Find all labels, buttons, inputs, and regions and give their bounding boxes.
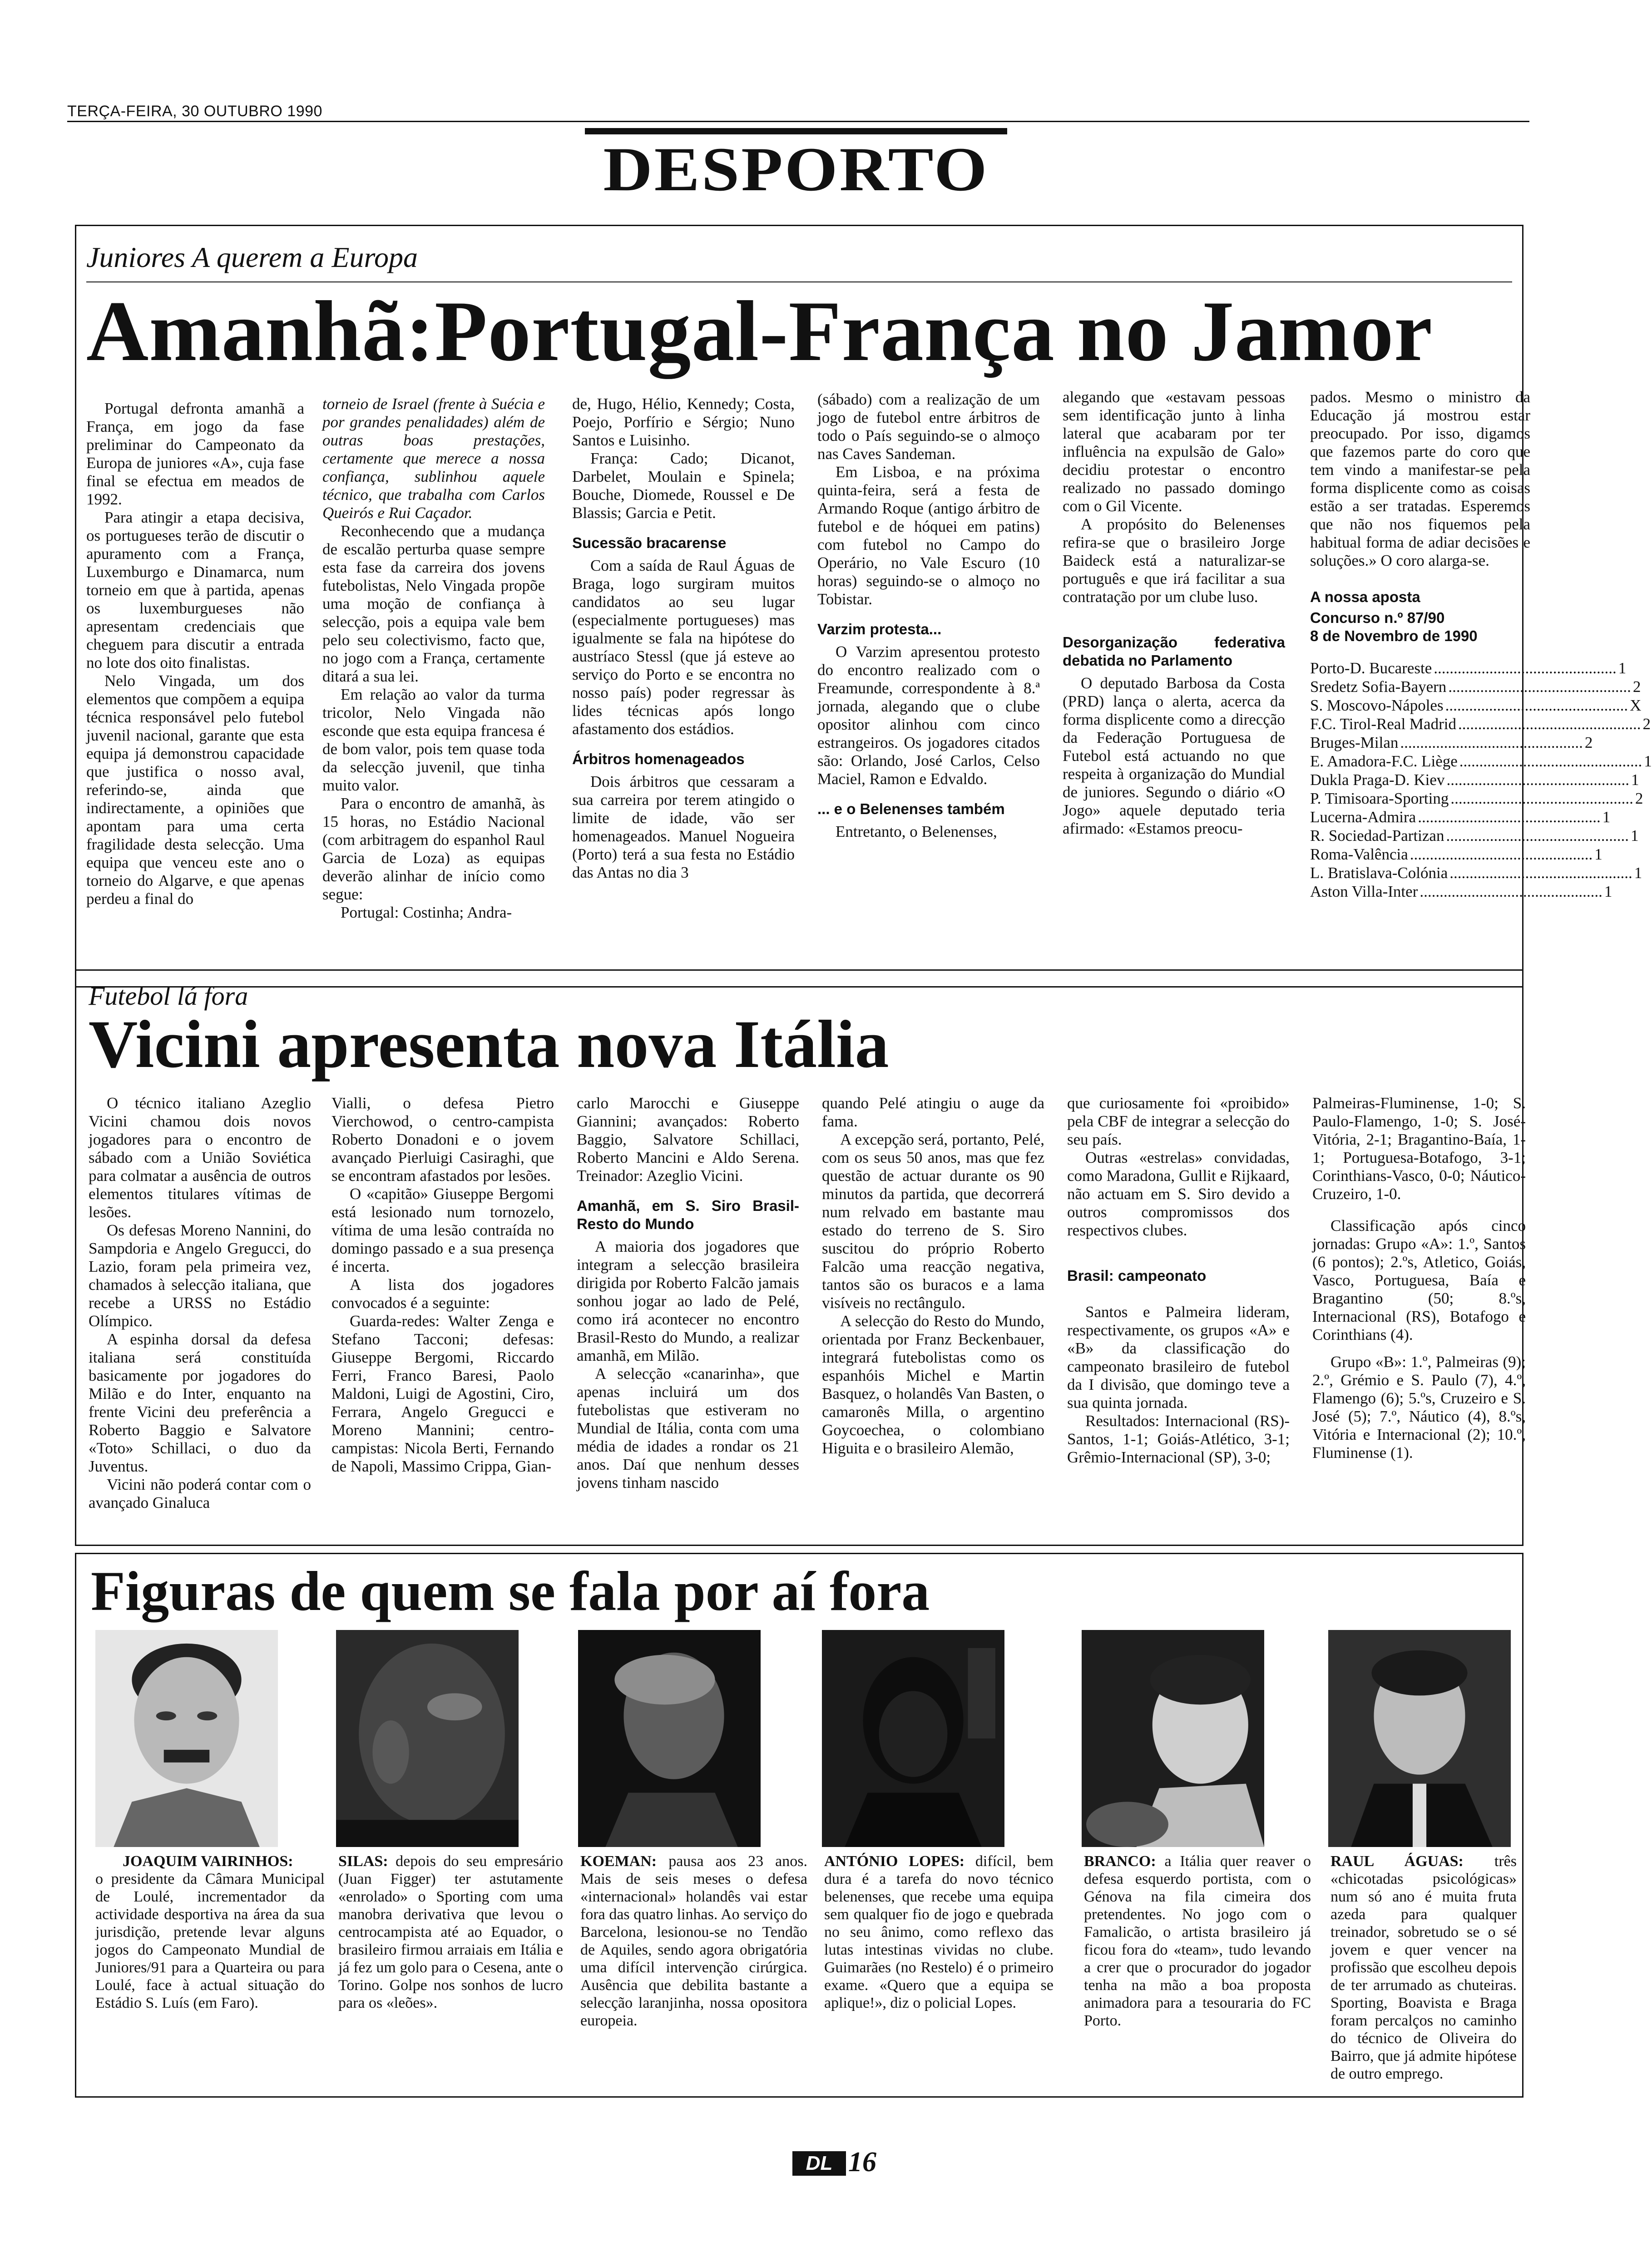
- article2-col1: [89, 1094, 311, 1512]
- totobola-row: [1310, 845, 1603, 864]
- caption-name: KOEMAN:: [580, 1853, 657, 1870]
- totobola-dots: ..............................................: [1450, 790, 1633, 807]
- article2-kicker: Futebol lá fora: [89, 981, 248, 1011]
- article2-col4: [822, 1094, 1044, 1457]
- totobola-dots: ..............................................: [1400, 734, 1583, 751]
- totobola-row: [1310, 826, 1639, 845]
- caption-text: depois do seu empresário (Juan Figger) ter astutamente «enrolado» o Sporting com uma manobra derivativa que levou o centrocampista até ao Equador, o brasileiro firmou arraiais em Itália e já fez um golo para o Cesena, ante o Torino. Golpe nos sonhos de lucro para os «leões».: [338, 1853, 563, 2011]
- photo-silas: [336, 1630, 519, 1847]
- paragraph: carlo Marocchi e Giuseppe Giannini; avançados: Roberto Baggio, Salvatore Schillaci, Roberto Mancini e Aldo Serena. Treinador: Azeglio Vicini.: [577, 1094, 799, 1185]
- paragraph: Guarda-redes: Walter Zenga e Stefano Tacconi; defesas: Giuseppe Bergomi, Riccardo Ferri, Franco Baresi, Paolo Maldoni, Luigi de Agostini, Ciro, Ferrara, Angelo Gregucci e Moreno Mannini; centro-campistas: Nicola Berti, Fernando de Napoli, Massimo Crippa, Gian-: [331, 1312, 554, 1475]
- header-rule: [67, 121, 1529, 122]
- photo-joaquim-vairinhos: [95, 1630, 278, 1847]
- paragraph: Resultados: Internacional (RS)-Santos, 1-1; Goiás-Atlético, 3-1; Grêmio-Internacional (SP), 3-0;: [1067, 1412, 1290, 1466]
- article1-kicker: Juniores A querem a Europa: [86, 241, 418, 273]
- caption-name: JOAQUIM VAIRINHOS:: [123, 1853, 293, 1870]
- caption-text: pausa aos 23 anos. Mais de seis meses o defesa «internacional» holandês vai estar fora das quatro linhas. Ao serviço do Barcelona, lesionou-se no Tendão de Aquiles, sendo agora obrigatória uma difícil intervenção cirúrgica. Ausência que debilita bastante a selecção laranjinha, nossa opositora europeia.: [580, 1853, 808, 2029]
- caption-text: três «chicotadas psicológicas» num só ano é muita fruta azeda para qualquer treinador, sobretudo se o sé jovem e quer vencer na profissão que escolheu depois de ter arrumado as chuteiras. Sporting, Boavista e Braga foram percalços no caminho do técnico de Oliveira do Bairro, que já admite hipótese de outro emprego.: [1331, 1853, 1517, 2082]
- totobola-row: [1310, 696, 1642, 715]
- paragraph: Santos e Palmeira lideram, respectivamente, os grupos «A» e «B» da classificação do campeonato brasileiro de futebol da I divisão, que domingo teve a sua quinta jornada.: [1067, 1303, 1290, 1412]
- totobola-row: [1310, 659, 1627, 677]
- totobola-pick: X: [1630, 696, 1642, 714]
- totobola-match: Dukla Praga-D. Kiev: [1310, 771, 1445, 789]
- caption-branco: [1084, 1852, 1311, 2030]
- totobola-row: [1310, 864, 1642, 882]
- totobola-row: [1310, 808, 1611, 826]
- caption-joaquim-vairinhos: [95, 1852, 325, 2012]
- paragraph: Os defesas Moreno Nannini, do Sampdoria e Angelo Gregucci, do Lazio, foram pela primeira vez, chamados à selecção italiana, que recebe a URSS no Estádio Olímpico.: [89, 1221, 311, 1330]
- article2-col2: [331, 1094, 554, 1476]
- totobola-match: F.C. Tirol-Real Madrid: [1310, 715, 1456, 733]
- paragraph: O técnico italiano Azeglio Vicini chamou dois novos jogadores para o encontro de sábado com a União Soviética para colmatar a ausência de outros elementos titulares vítimas de lesões.: [89, 1094, 311, 1221]
- totobola-row: [1310, 882, 1612, 901]
- photo-branco: [1082, 1630, 1264, 1847]
- article3-headline: Figuras de quem se fala por aí fora: [91, 1560, 930, 1622]
- totobola-dots: ..............................................: [1448, 678, 1631, 696]
- caption-silas: [338, 1852, 563, 2012]
- totobola-pick: 1: [1634, 864, 1642, 882]
- totobola-dots: ..............................................: [1410, 845, 1593, 863]
- subheading: Varzim protesta...: [817, 621, 942, 637]
- paragraph: que curiosamente foi «proibido» pela CBF de integrar a selecção do seu país.: [1067, 1094, 1290, 1148]
- totobola-row: [1310, 752, 1652, 770]
- article1-col5: [1063, 388, 1285, 838]
- totobola-dots: ..............................................: [1446, 771, 1629, 789]
- photo-koeman: [578, 1630, 761, 1847]
- totobola-dots: ..............................................: [1445, 696, 1628, 714]
- caption-raul-aguas: [1331, 1852, 1517, 2083]
- paragraph: Em relação ao valor da turma tricolor, Nelo Vingada não esconde que esta equipa francesa é de bom valor, pois tem quase toda da selecção juvenil, que tinha muito valor.: [322, 686, 545, 794]
- totobola-match: P. Timisoara-Sporting: [1310, 790, 1449, 807]
- subheading: Brasil: campeonato: [1067, 1267, 1207, 1284]
- totobola-pick: 2: [1584, 734, 1593, 751]
- article1-col4: [817, 390, 1040, 841]
- totobola-pick: 1: [1618, 659, 1627, 677]
- totobola-date: 8 de Novembro de 1990: [1310, 627, 1478, 644]
- totobola-match: Sredetz Sofia-Bayern: [1310, 678, 1447, 696]
- paragraph: Portugal defronta amanhã a França, em jogo da fase preliminar do Campeonato da Europa de juniores «A», cuja fase final se efectua em meados de 1992.: [86, 400, 304, 508]
- caption-name: ANTÓNIO LOPES:: [824, 1853, 965, 1870]
- article2-col5: [1067, 1094, 1290, 1467]
- article1-col3: [572, 395, 795, 882]
- totobola-match: Aston Villa-Inter: [1310, 883, 1418, 900]
- paragraph: (sábado) com a realização de um jogo de futebol entre árbitros de todo o País seguindo-se o almoço nas Caves Sandeman.: [817, 390, 1040, 463]
- totobola-match: Lucerna-Admira: [1310, 808, 1416, 826]
- totobola-dots: ..............................................: [1449, 864, 1632, 882]
- paragraph: A propósito do Belenenses refira-se que o brasileiro Jorge Baideck está a naturalizar-se português e que irá facilitar a sua contratação por um clube luso.: [1063, 515, 1285, 606]
- totobola-row: [1310, 770, 1639, 789]
- paragraph: de, Hugo, Hélio, Kennedy; Costa, Poejo, Porfírio e Sérgio; Nuno Santos e Luisinho.: [572, 395, 795, 449]
- article2-col6: [1312, 1094, 1526, 1462]
- totobola-match: Porto-D. Bucareste: [1310, 659, 1432, 677]
- totobola-row: [1310, 789, 1643, 808]
- totobola-dots: ..............................................: [1446, 827, 1629, 844]
- totobola-match: Bruges-Milan: [1310, 734, 1399, 751]
- totobola-title: A nossa aposta: [1310, 588, 1420, 605]
- totobola-match: S. Moscovo-Nápoles: [1310, 696, 1444, 714]
- totobola-pick: 1: [1644, 752, 1652, 770]
- paragraph: Para atingir a etapa decisiva, os portugueses terão de discutir o apuramento com a França, Luxemburgo e Dinamarca, num torneio em que à partida, apenas os luxemburgueses não apresentam credenciais que cheguem para discutir a entrada no lote dos oito finalistas.: [86, 509, 304, 672]
- paragraph: A selecção «canarinha», que apenas incluirá um dos futebolistas que estiveram no Mundial de Itália, conta com uma média de idades a rondar os 21 anos. Daí que nenhum desses jovens tinham nascido: [577, 1365, 799, 1491]
- article1-headline: Amanhã:Portugal-França no Jamor: [86, 284, 1433, 379]
- paragraph: A lista dos jogadores convocados é a seguinte:: [331, 1276, 554, 1312]
- totobola-dots: ..............................................: [1418, 808, 1601, 826]
- paragraph: A maioria dos jogadores que integram a selecção brasileira dirigida por Roberto Falcão jamais sonhou jogar ao lado de Pelé, como irá acontecer no encontro Brasil-Resto do Mundo, a realizar amanhã, em Milão.: [577, 1238, 799, 1364]
- photo-raul-aguas: [1328, 1630, 1511, 1847]
- caption-name: BRANCO:: [1084, 1853, 1156, 1870]
- caption-text: difícil, bem dura é a tarefa do novo técnico belenenses, que recebe uma equipa sem qualquer fio de jogo e quebrada no seu ânimo, como reflexo das lutas intestinas vividas no clube. Guimarães (no Restelo) é o primeiro exame. «Quero que a equipa se aplique!», diz o policial Lopes.: [824, 1853, 1054, 2011]
- paragraph: O Varzim apresentou protesto do encontro realizado com o Freamunde, correspondente à 8.ª jornada, alegando que o clube opositor alinhou com cinco estrangeiros. Os jogadores citados são: Orlando, José Carlos, Celso Maciel, Ramon e Edvaldo.: [817, 643, 1040, 788]
- paragraph: Nelo Vingada, um dos elementos que compõem a equipa técnica responsável pelo futebol juvenil nacional, garante que esta equipa já demonstrou capacidade que justifica o nosso aval, referindo-se, ainda que indirectamente, a opiniões que apontam para uma certa fragilidade desta selecção. Uma equipa que venceu este ano o torneio do Algarve, e que apenas perdeu a final do: [86, 672, 304, 908]
- totobola-pick: 1: [1604, 883, 1612, 900]
- subheading: ... e o Belenenses também: [817, 800, 1005, 817]
- caption-name: SILAS:: [338, 1853, 388, 1870]
- totobola-dots: ..............................................: [1420, 883, 1603, 900]
- totobola-pick: 1: [1602, 808, 1611, 826]
- section-top-rule: [585, 128, 1007, 134]
- paragraph: Com a saída de Raul Águas de Braga, logo surgiram muitos candidatos ao seu lugar (especialmente portugueses) mas igualmente se fala na hipótese do austríaco Stessl (que já esteve ao serviço do Porto e se encontra no nosso país) poder regressar às lides técnicas após longo afastamento dos estádios.: [572, 557, 795, 738]
- article1-col2: [322, 395, 545, 922]
- article2-headline: Vicini apresenta nova Itália: [89, 1007, 889, 1082]
- totobola-dots: ..............................................: [1459, 752, 1642, 770]
- totobola-dots: ..............................................: [1434, 659, 1617, 677]
- paragraph: Para o encontro de amanhã, às 15 horas, no Estádio Nacional (com arbitragem do espanhol Raul Garcia de Loza) as equipas deverão alinhar de início como segue:: [322, 795, 545, 903]
- paragraph: A espinha dorsal da defesa italiana será constituída basicamente por jogadores do Milão e do Inter, enquanto na frente Vicini deu preferência a Roberto Baggio e Salvatore «Toto» Schillaci, o duo da Juventus.: [89, 1330, 311, 1475]
- totobola-row: [1310, 715, 1651, 733]
- article2-col3: [577, 1094, 799, 1492]
- totobola-row: [1310, 733, 1593, 752]
- issue-date: TERÇA-FEIRA, 30 OUTUBRO 1990: [67, 103, 322, 120]
- article1-col1: [86, 400, 304, 908]
- paragraph: torneio de Israel (frente à Suécia e por grandes penalidades) além de outras boas prestações, certamente que merece a nossa confiança, sublinhou aquele técnico, que trabalha com Carlos Queirós e Rui Caçador.: [322, 395, 545, 522]
- paragraph: Vicini não poderá contar com o avançado Ginaluca: [89, 1476, 311, 1511]
- footer-logo: [792, 2151, 846, 2176]
- totobola-pick: 2: [1635, 790, 1643, 807]
- totobola-list: [1310, 659, 1652, 901]
- paragraph: O deputado Barbosa da Costa (PRD) lança o alerta, acerca da forma displicente como a direcção da Federação Portuguesa de Futebol está actuando no que respeita à organização do Mundial de juniores. Segundo o diário «O Jogo» aquele deputado teria afirmado: «Estamos preocu-: [1063, 674, 1285, 837]
- paragraph: Classificação após cinco jornadas: Grupo «A»: 1.º, Santos (6 pontos); 2.ºs, Atletico, Goiás, Vasco, Portuguesa, Baía e Bragantino (50; 8.ºs, Internacional (RS), Botafogo e Corinthians (4).: [1312, 1217, 1526, 1343]
- paragraph: Reconhecendo que a mudança de escalão perturba quase sempre esta fase da carreira dos jovens futebolistas, Nelo Vingada propõe uma moção de confiança à selecção, pois a equipa vale bem pelo seu colectivismo, facto que, no jogo com a França, certamente ditará a sua lei.: [322, 522, 545, 685]
- logo-text: DL: [806, 2152, 833, 2174]
- paragraph: Palmeiras-Fluminense, 1-0; S. Paulo-Flamengo, 1-0; S. José-Vitória, 2-1; Bragantino-Baía, 1-1; Portuguesa-Botafogo, 3-1; Corinthians-Vasco, 0-0; Náutico-Cruzeiro, 1-0.: [1312, 1094, 1526, 1203]
- paragraph: A excepção será, portanto, Pelé, com os seus 50 anos, mas que fez questão de actuar durante os 90 minutos da partida, que decorrerá num relvado em bastante mau estado do terreno de S. Siro suscitou do próprio Roberto Falcão uma reacção negativa, tantos são os buracos e a lama visíveis no rectângulo.: [822, 1131, 1044, 1312]
- paragraph: pados. Mesmo o ministro da Educação já mostrou estar preocupado. Por isso, digamos que fazemos parte do coro que tem vindo a manifestar-se pela forma displicente como as coisas estão a ser tratadas. Esperemos que não nos fiquemos pela habitual forma de adiar decisões e soluções.» O coro alarga-se.: [1310, 388, 1530, 569]
- caption-text: o presidente da Câmara Municipal de Loulé, incrementador da actividade desportiva na área da sua jurisdição, pretende levar alguns jogos do Campeonato Mundial de Juniores/91 para a Quarteira ou para Loulé, face à actual situação do Estádio S. Luís (em Faro).: [95, 1871, 325, 2011]
- paragraph: Em Lisboa, e na próxima quinta-feira, será a festa de Armando Roque (antigo árbitro de futebol e de hóquei em patins) com futebol no Campo do Operário, no Vale Escuro (10 horas) seguindo-se o almoço no Tobistar.: [817, 463, 1040, 608]
- paragraph: A selecção do Resto do Mundo, orientada por Franz Beckenbauer, integrará futebolistas como os espanhóis Michel e Martin Basquez, o holandês Van Basten, o camaronês Milla, o argentino Goycoechea, o colombiano Higuita e o brasileiro Alemão,: [822, 1312, 1044, 1457]
- totobola-match: E. Amadora-F.C. Liège: [1310, 752, 1458, 770]
- subheading: Árbitros homenageados: [572, 751, 745, 767]
- totobola-match: Roma-Valência: [1310, 845, 1408, 863]
- totobola-pick: 1: [1631, 771, 1639, 789]
- paragraph: Dois árbitros que cessaram a sua carreira por terem atingido o limite de idade, vão ser homenageados. Manuel Nogueira (Porto) terá a sua festa no Estádio das Antas no dia 3: [572, 773, 795, 881]
- paragraph: Outras «estrelas» convidadas, como Maradona, Gullit e Rijkaard, não actuam em S. Siro devido a outros compromissos dos respectivos clubes.: [1067, 1149, 1290, 1239]
- totobola-row: [1310, 677, 1641, 696]
- paragraph: França: Cado; Dicanot, Darbelet, Moulain e Spinela; Bouche, Diomede, Roussel e De Blassis; Garcia e Petit.: [572, 449, 795, 522]
- subheading: Sucessão bracarense: [572, 534, 727, 551]
- paragraph: Portugal: Costinha; Andra-: [341, 904, 512, 921]
- paragraph: alegando que «estavam pessoas sem identificação junto à linha lateral que acabaram por ter influência na expulsão de Galo» decidiu protestar o encontro realizado no passado domingo com o Gil Vicente.: [1063, 388, 1285, 515]
- paragraph: quando Pelé atingiu o auge da fama.: [822, 1094, 1044, 1130]
- caption-text: a Itália quer reaver o defesa esquerdo portista, com o Génova na fila cimeira dos pretendentes. No jogo com o Famalicão, o artista brasileiro já ficou fora do «team», tudo levando a crer que o procurador do jogador tenha na mão a boa proposta animadora para a tesouraria do FC Porto.: [1084, 1853, 1311, 2029]
- section-title: DESPORTO: [603, 134, 989, 204]
- subheading: Desorganização federativa debatida no Parlamento: [1063, 634, 1285, 669]
- caption-koeman: [580, 1852, 807, 2030]
- totobola-pick: 1: [1630, 827, 1639, 844]
- subheading: Amanhã, em S. Siro Brasil-Resto do Mundo: [577, 1197, 799, 1232]
- article1-col6: [1310, 388, 1652, 901]
- totobola-pick: 2: [1642, 715, 1651, 733]
- totobola-pick: 2: [1632, 678, 1641, 696]
- totobola-match: R. Sociedad-Partizan: [1310, 827, 1444, 844]
- page-number: 16: [848, 2147, 876, 2178]
- paragraph: O «capitão» Giuseppe Bergomi está lesionado num tornozelo, vítima de uma lesão contraída no domingo passado e a sua presença é incerta.: [331, 1185, 554, 1275]
- paragraph: Grupo «B»: 1.º, Palmeiras (9); 2.º, Grémio e S. Paulo (7), 4.º, Flamengo (6); 5.ºs, Cruzeiro e S. José (5); 7.º, Náutico (4), 8.ºs, Vitória e Internacional (2); 10.º, Fluminense (1).: [1312, 1353, 1526, 1462]
- caption-antonio-lopes: [824, 1852, 1054, 2012]
- totobola-pick: 1: [1594, 845, 1603, 863]
- caption-name: RAUL ÁGUAS:: [1331, 1853, 1464, 1870]
- totobola-dots: ..............................................: [1458, 715, 1641, 733]
- paragraph: Vialli, o defesa Pietro Vierchowod, o centro-campista Roberto Donadoni e o jovem avançado Pierluigi Casiraghi, que se encontram afastados por lesões.: [331, 1094, 554, 1185]
- paragraph: Entretanto, o Belenenses,: [836, 823, 997, 840]
- photo-antonio-lopes: [822, 1630, 1004, 1847]
- totobola-match: L. Bratislava-Colónia: [1310, 864, 1448, 882]
- totobola-concurso: Concurso n.º 87/90: [1310, 609, 1445, 626]
